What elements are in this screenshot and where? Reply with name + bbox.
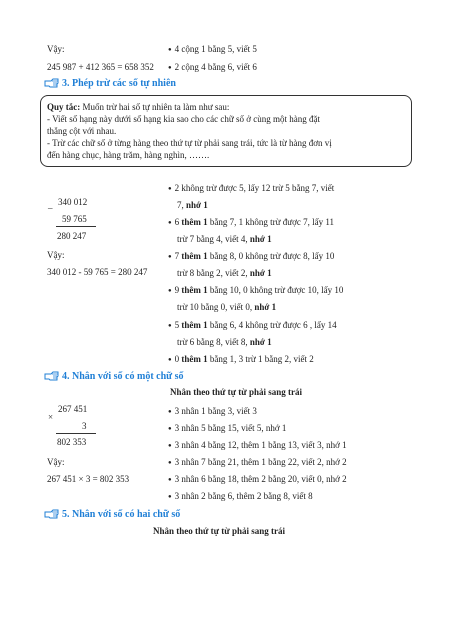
mul-num-1: 267 451 — [58, 404, 88, 414]
subtraction-result: 340 012 - 59 765 = 280 247 — [47, 267, 148, 277]
sub-step-3-digit: 7 — [174, 251, 180, 261]
sub-step-2b-text: trừ 7 bằng 4, viết 4, — [177, 234, 250, 244]
mul-step-3: ● 3 nhân 4 bằng 12, thêm 1 bằng 13, viết 3, nhớ 1 — [168, 440, 347, 453]
sub-step-5b-text: trừ 6 bằng 8, viết 8, — [177, 337, 250, 347]
rule-heading-line — [47, 102, 229, 113]
sub-step-4-add: thêm 1 — [181, 285, 208, 295]
sub-step-3a — [168, 251, 334, 264]
sub-step-5a-text: bằng 6, 4 không trừ được 6 , lấy 14 — [207, 320, 337, 330]
vay-label-addition: Vậy: — [47, 44, 65, 54]
pointing-hand-icon — [44, 371, 59, 380]
rule-line-1a: - Viết số hạng này dưới số hạng kia sao cho các chữ số ở cùng một hàng đặt — [47, 114, 321, 124]
sub-step-3b — [177, 268, 272, 279]
sub-step-3-add: thêm 1 — [181, 251, 208, 261]
sub-step-4-digit: 9 — [174, 285, 180, 295]
sub-step-1a: ● 2 không trừ được 5, lấy 12 trừ 5 bằng 7, viết — [168, 183, 334, 196]
rule-intro: Muốn trừ hai số tự nhiên ta làm như sau: — [82, 102, 230, 112]
vay-label-multiplication: Vậy: — [47, 457, 65, 467]
sub-step-6 — [168, 354, 314, 367]
rule-line-2a: - Trừ các chữ số ở từng hàng theo thứ tự từ phải sang trái, tức là từ hàng đơn vị — [47, 138, 332, 148]
sub-step-3a-text: bằng 8, 0 không trừ được 8, lấy 10 — [207, 251, 335, 261]
pointing-hand-icon — [44, 509, 59, 518]
sub-step-4-carry: nhớ 1 — [254, 302, 277, 312]
section-5-title: 5. Nhân với số có hai chữ số — [62, 509, 181, 520]
sub-step-1-carry: nhớ 1 — [186, 200, 208, 210]
sub-answer: 280 247 — [57, 231, 87, 241]
pointing-hand-icon — [44, 78, 59, 87]
mul-num-2: 3 — [82, 421, 87, 431]
mul-step-2: ● 3 nhân 5 bằng 15, viết 5, nhớ 1 — [168, 423, 286, 436]
sub-step-5b — [177, 337, 272, 348]
section-3-title: 3. Phép trừ các số tự nhiên — [62, 78, 176, 89]
sub-step-2-digit: 6 — [174, 217, 180, 227]
sub-step-3-carry: nhớ 1 — [249, 268, 272, 278]
section-5-heading — [44, 508, 180, 520]
section-4-subtitle: Nhân theo thứ tự từ phải sang trái — [170, 387, 302, 397]
sub-step-1b-text: 7, — [177, 200, 186, 210]
mul-step-1: ● 3 nhân 1 bằng 3, viết 3 — [168, 406, 257, 419]
mul-step-5: ● 3 nhân 6 bằng 18, thêm 2 bằng 20, viết 0, nhớ 2 — [168, 474, 347, 487]
section-4-heading — [44, 370, 184, 382]
sub-step-4a — [168, 285, 343, 298]
sub-step-6-add: thêm 1 — [181, 354, 208, 364]
sub-step-2a-text: bằng 7, 1 không trừ được 7, lấy 11 — [207, 217, 335, 227]
sub-step-5a — [168, 320, 337, 333]
rule-line-1b: thẳng cột với nhau. — [47, 126, 117, 136]
sub-step-5-add: thêm 1 — [181, 320, 208, 330]
sub-step-6-text: bằng 1, 3 trừ 1 bằng 2, viết 2 — [207, 354, 314, 364]
sub-step-4a-text: bằng 10, 0 không trừ được 10, lấy 10 — [207, 285, 344, 295]
sub-step-2a — [168, 217, 334, 230]
section-4-title: 4. Nhân với số có một chữ số — [62, 371, 184, 382]
sub-line — [56, 226, 96, 227]
addition-step-2: ● 2 cộng 4 bằng 6, viết 6 — [168, 62, 257, 75]
sub-step-2-add: thêm 1 — [181, 217, 208, 227]
sub-step-2b — [177, 234, 272, 245]
sub-step-1b — [177, 200, 208, 211]
sub-num-2: 59 765 — [62, 214, 87, 224]
mul-answer: 802 353 — [57, 437, 87, 447]
sub-num-1: 340 012 — [58, 197, 88, 207]
addition-step-1: ● 4 cộng 1 bằng 5, viết 5 — [168, 44, 257, 57]
mul-line — [56, 433, 96, 434]
multiplication-result: 267 451 × 3 = 802 353 — [47, 474, 130, 484]
vay-label-subtraction: Vậy: — [47, 250, 65, 260]
sub-step-4b — [177, 302, 276, 313]
addition-result: 245 987 + 412 365 = 658 352 — [47, 62, 154, 72]
times-sign: × — [48, 412, 54, 422]
sub-step-5-digit: 5 — [174, 320, 180, 330]
rule-box — [40, 95, 412, 167]
sub-step-3b-text: trừ 8 bằng 2, viết 2, — [177, 268, 250, 278]
mul-step-4: ● 3 nhân 7 bằng 21, thêm 1 bằng 22, viết 2, nhớ 2 — [168, 457, 347, 470]
section-5-subtitle: Nhân theo thứ tự từ phải sang trái — [153, 526, 285, 536]
mul-step-6: ● 3 nhân 2 bằng 6, thêm 2 bằng 8, viết 8 — [168, 491, 313, 504]
sub-step-5-carry: nhớ 1 — [249, 337, 272, 347]
rule-line-2b: đến hàng chục, hàng trăm, hàng nghìn, ……. — [47, 150, 210, 160]
minus-sign: _ — [48, 200, 53, 210]
sub-step-6-digit: 0 — [174, 354, 180, 364]
rule-title: Quy tắc: — [47, 102, 81, 112]
sub-step-4b-text: trừ 10 bằng 0, viết 0, — [177, 302, 255, 312]
section-3-heading — [44, 77, 176, 89]
sub-step-2-carry: nhớ 1 — [249, 234, 272, 244]
